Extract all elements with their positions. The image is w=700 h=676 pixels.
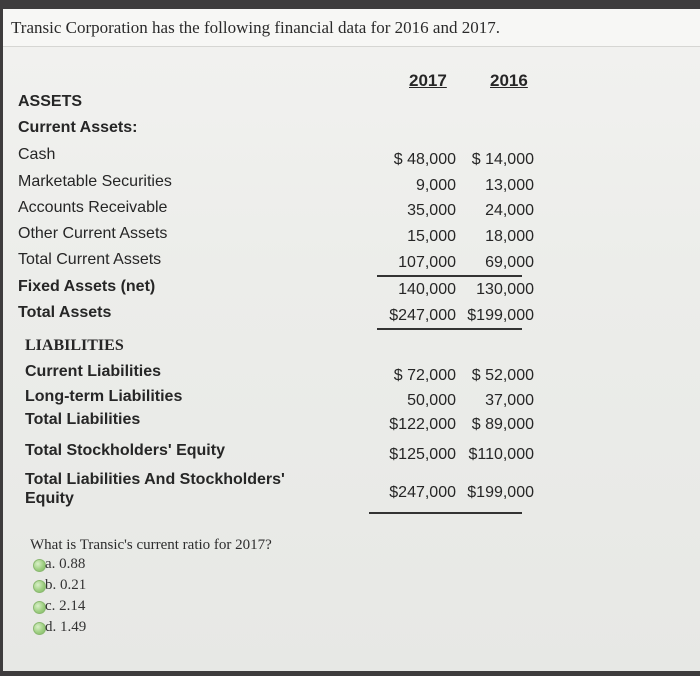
row-label-total-liabilities: Total Liabilities <box>25 411 141 428</box>
cash-2017: $ 48,000 <box>393 151 456 168</box>
row-label-total-current-assets: Total Current Assets <box>18 251 162 268</box>
fixed-assets-2016: 130,000 <box>476 281 534 298</box>
total-stockholders-equity-2017: $125,000 <box>389 446 456 463</box>
row-label-total-stockholders-equity: Total Stockholders' Equity <box>25 442 225 459</box>
row-label-current-liabilities: Current Liabilities <box>25 363 162 380</box>
option-b-label: b. 0.21 <box>45 577 87 593</box>
other-current-assets-2016: 18,000 <box>485 228 534 245</box>
long-term-liabilities-2017: 50,000 <box>407 392 456 409</box>
accounts-receivable-2017: 35,000 <box>407 202 456 219</box>
total-current-assets-2016: 69,000 <box>485 254 534 271</box>
option-d-label: d. 1.49 <box>45 619 87 635</box>
total-liabilities-equity-2017: $247,000 <box>389 484 456 501</box>
accounts-receivable-2016: 24,000 <box>485 202 534 219</box>
subtotal-rule <box>377 275 522 277</box>
marketable-securities-2017: 9,000 <box>415 177 456 194</box>
option-a-label: a. 0.88 <box>45 556 86 572</box>
option-c-label: c. 2.14 <box>45 598 86 614</box>
total-assets-2017: $247,000 <box>389 307 456 324</box>
total-liabilities-2017: $122,000 <box>389 416 456 433</box>
row-label-accounts-receivable: Accounts Receivable <box>18 199 168 216</box>
column-header-2016: 2016 <box>490 71 528 90</box>
title-bar <box>3 9 700 47</box>
problem-title: Transic Corporation has the following financial data for 2016 and 2017. <box>11 18 500 37</box>
total-liabilities-2016: $ 89,000 <box>471 416 534 433</box>
row-label-total-liabilities-equity-line1: Total Liabilities And Stockholders' <box>25 471 285 488</box>
row-label-marketable-securities: Marketable Securities <box>18 173 172 190</box>
question-sheet <box>3 9 700 671</box>
row-label-fixed-assets: Fixed Assets (net) <box>18 278 156 295</box>
row-label-total-assets: Total Assets <box>18 304 112 321</box>
row-label-other-current-assets: Other Current Assets <box>18 225 168 242</box>
assets-heading: ASSETS <box>18 93 83 110</box>
total-stockholders-equity-2016: $110,000 <box>468 446 534 463</box>
other-current-assets-2017: 15,000 <box>407 228 456 245</box>
cash-2016: $ 14,000 <box>471 151 534 168</box>
liabilities-heading: LIABILITIES <box>25 337 124 354</box>
total-assets-rule <box>377 328 522 330</box>
current-assets-heading: Current Assets: <box>18 119 138 136</box>
row-label-cash: Cash <box>18 146 56 163</box>
current-liabilities-2017: $ 72,000 <box>393 367 456 384</box>
question-text: What is Transic's current ratio for 2017? <box>30 537 272 553</box>
total-assets-2016: $199,000 <box>467 307 534 324</box>
marketable-securities-2016: 13,000 <box>485 177 534 194</box>
fixed-assets-2017: 140,000 <box>398 281 456 298</box>
column-header-2017: 2017 <box>409 71 447 90</box>
long-term-liabilities-2016: 37,000 <box>485 392 534 409</box>
total-current-assets-2017: 107,000 <box>398 254 456 271</box>
row-label-long-term-liabilities: Long-term Liabilities <box>25 388 183 405</box>
total-liabilities-equity-2016: $199,000 <box>467 484 534 501</box>
current-liabilities-2016: $ 52,000 <box>471 367 534 384</box>
row-label-total-liabilities-equity-line2: Equity <box>25 490 74 507</box>
grand-total-rule <box>369 512 522 514</box>
